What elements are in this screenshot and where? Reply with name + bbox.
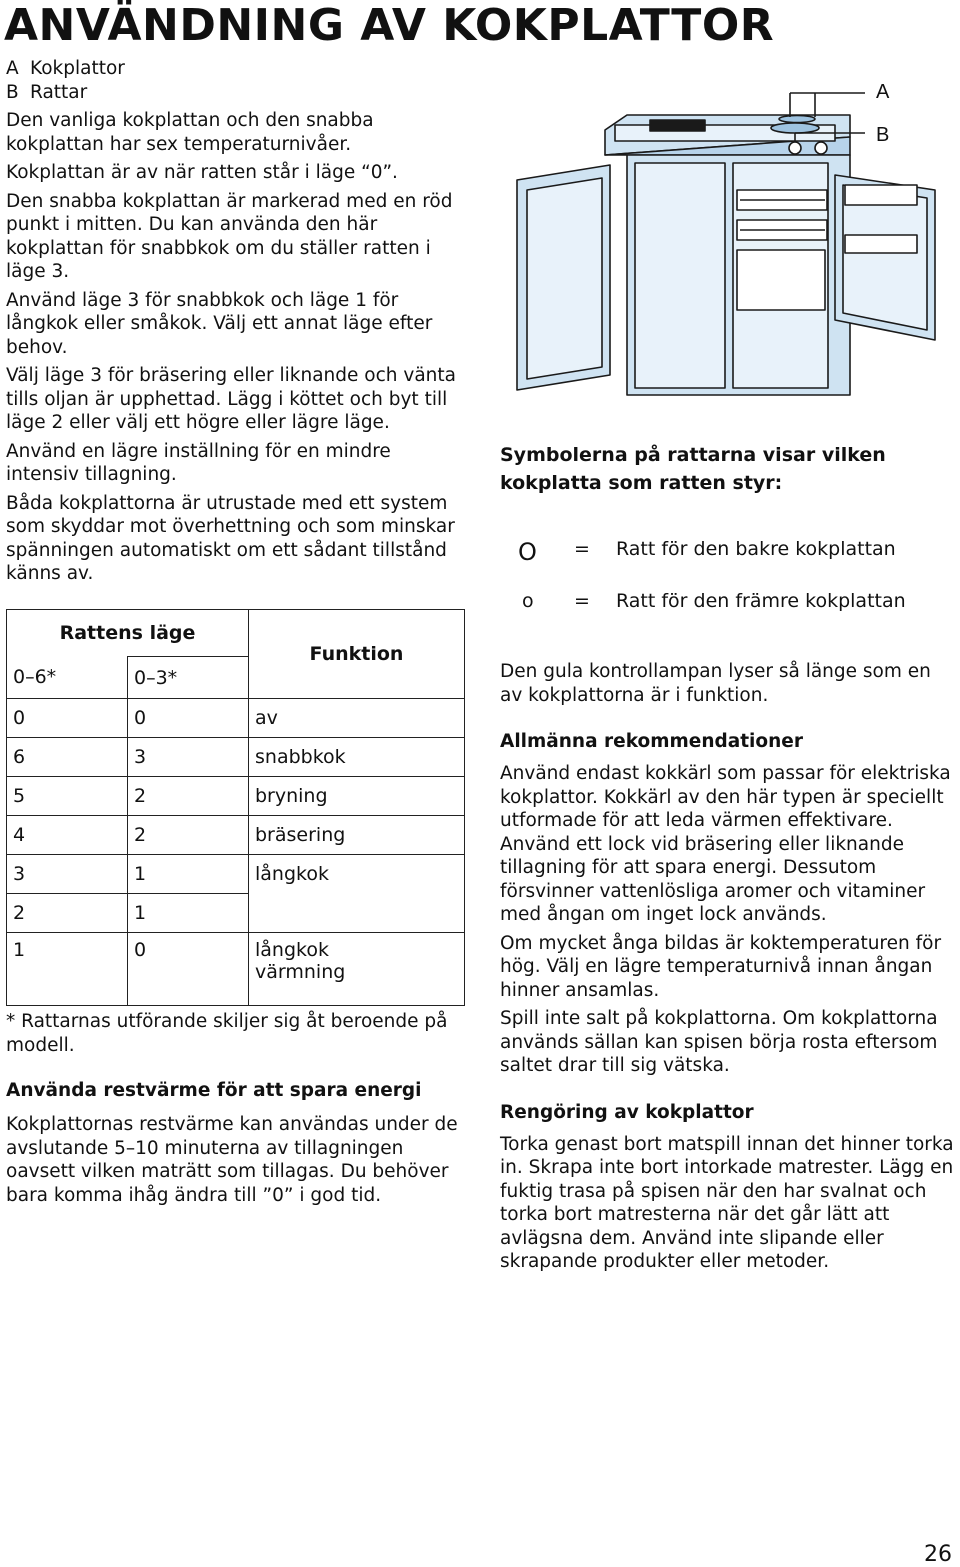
table-row: 6 3 snabbkok — [7, 738, 465, 777]
table-header-position: Rattens läge — [7, 610, 249, 657]
general-paragraph: Om mycket ånga bildas är koktemperaturen för hög. Välj en lägre temperaturnivå innan ångan hinner ansamlas. — [500, 932, 942, 1001]
figure-label-b: B — [876, 124, 890, 146]
general-paragraph: Spill inte salt på kokplattorna. Om kokplattorna används sällan kan spisen börja rosta eftersom saltet drar till sig vätska. — [500, 1008, 938, 1076]
table-row: 3 1 långkok — [7, 855, 465, 894]
table-row: 5 2 bryning — [7, 777, 465, 816]
legend-item-b: B Rattar — [6, 81, 88, 103]
residual-heat-heading: Använda restvärme för att spara energi — [6, 1080, 422, 1101]
table-subheader: 0–6* — [7, 657, 128, 699]
residual-heat-text: Kokplattornas restvärme kan användas under de avslutande 5–10 minuterna av tillagningen oavsett vilken maträtt som tillagas. Du behöver bara komma ihåg ändra till ”0” i god tid. — [6, 1114, 458, 1206]
page-number: 26 — [924, 1542, 952, 1567]
table-row: 2 1 — [7, 894, 465, 933]
table-subheader: 0–3* — [128, 657, 249, 699]
intro-paragraph: Välj läge 3 för bräsering eller liknande och vänta tills oljan är upphettad. Lägg i köttet och byt till läge 2 eller välj ett högre eller lägre läge. — [6, 365, 456, 433]
intro-paragraph: Den snabba kokplattan är markerad med en röd punkt i mitten. Du kan använda den här kokplattan för snabbkok om du ställer ratten i läge 3. — [6, 190, 453, 282]
figure-legend — [6, 57, 464, 104]
intro-paragraph: Båda kokplattorna är utrustade med ett system som skyddar mot överhettning och som minskar spänningen automatiskt om ett sådant tillstånd känns av. — [6, 492, 455, 584]
symbols-heading: Symbolerna på rattarna visar vilken kokplatta som ratten styr: — [500, 444, 886, 494]
lamp-text: Den gula kontrollampan lyser så länge som en av kokplattorna är i funktion. — [500, 661, 931, 706]
table-row: 4 2 bräsering — [7, 816, 465, 855]
intro-paragraph: Den vanliga kokplattan och den snabba kokplattan har sex temperaturnivåer. — [6, 110, 374, 155]
symbols-section — [500, 441, 956, 497]
intro-paragraph: Kokplattan är av när ratten står i läge “0”. — [6, 162, 398, 183]
table-footnote: * Rattarnas utförande skiljer sig åt beroende på modell. — [6, 1011, 448, 1056]
table-header-function: Funktion — [249, 610, 465, 699]
general-paragraph: Använd endast kokkärl som passar för elektriska kokplattor. Kokkärl av den här typen är speciellt utformade för att leda värmen effektivare. Använd ett lock vid bräsering eller liknande tillagning för att spara energi. Dessutom försvinner vattenlösliga aromer och vitaminer med ångan om inget lock används. — [500, 763, 951, 925]
table-row: 1 0 långkok värmning — [7, 933, 465, 1006]
table-row: 0 0 av — [7, 699, 465, 738]
settings-table — [6, 609, 465, 1006]
left-column — [6, 57, 464, 586]
cleaning-heading: Rengöring av kokplattor — [500, 1101, 754, 1123]
legend-item-a: A Kokplattor — [6, 58, 125, 79]
page-title: ANVÄNDNING AV KOKPLATTOR — [4, 0, 775, 51]
intro-paragraph: Använd en lägre inställning för en mindre intensiv tillagning. — [6, 440, 391, 485]
figure-label-a: A — [876, 81, 890, 103]
cleaning-text: Torka genast bort matspill innan det hinner torka in. Skrapa inte bort intorkade matrester. Lägg en fuktig trasa på spisen när den har svalnat och torka bort matresterna när det går lätt att avlägsna dem. Använd inte slipande eller skrapande produkter eller metoder. — [500, 1133, 954, 1272]
right-column — [500, 660, 956, 1274]
intro-paragraph: Använd läge 3 för snabbkok och läge 1 för långkok eller småkok. Välj ett annat läge efter behov. — [6, 289, 433, 358]
general-heading: Allmänna rekommendationer — [500, 731, 803, 752]
